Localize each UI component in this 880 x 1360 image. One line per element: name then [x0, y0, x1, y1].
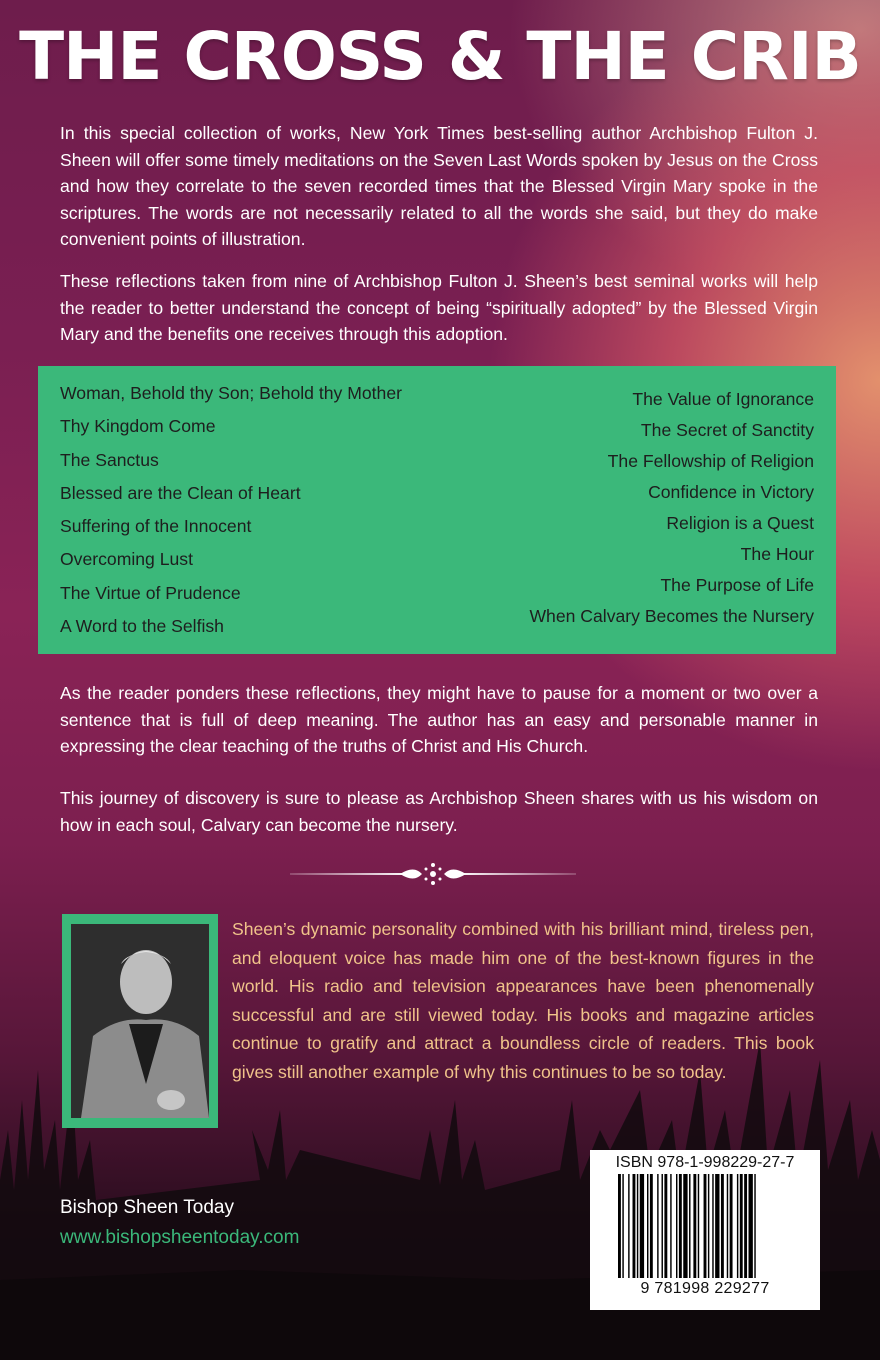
contents-item: The Value of Ignorance — [632, 389, 814, 409]
barcode-icon — [618, 1174, 794, 1278]
contents-item: Confidence in Victory — [648, 482, 814, 502]
body-paragraph-3: As the reader ponders these reflections, they might have to pause for a moment or two over a sentence that is full of deep meaning. The author has an easy and personable manner in expressing the clear teaching of the truths of Christ and His Church. — [60, 683, 818, 756]
barcode-box — [590, 1150, 820, 1310]
contents-item: The Sanctus — [60, 449, 159, 470]
contents-item: Woman, Behold thy Son; Behold thy Mother — [60, 383, 402, 403]
footer-publisher-name: Bishop Sheen Today — [60, 1197, 234, 1218]
contents-box — [38, 366, 836, 654]
footer-website-link[interactable]: www.bishopsheentoday.com — [60, 1227, 300, 1248]
contents-item: The Purpose of Life — [660, 575, 814, 595]
body-paragraph-4: This journey of discovery is sure to please as Archbishop Sheen shares with us his wisdom on how in each soul, Calvary can become the nursery. — [60, 788, 818, 835]
portrait-icon — [71, 924, 209, 1118]
contents-item: Thy Kingdom Come — [60, 416, 216, 437]
contents-item: The Fellowship of Religion — [607, 451, 814, 471]
contents-item: The Hour — [740, 544, 814, 564]
contents-item: The Secret of Sanctity — [640, 420, 814, 440]
contents-item: Suffering of the Innocent — [60, 516, 252, 537]
isbn-label: ISBN 978-1-998229-27-7 — [615, 1154, 795, 1171]
isbn-digits: 9 781998 229277 — [640, 1280, 770, 1297]
author-photo — [71, 924, 209, 1118]
intro-paragraph-1: In this special collection of works, New York Times best-selling author Archbishop Fulton J. Sheen will offer some timely meditations on the Seven Last Words spoken by Jesus on the Cross and how they correlate to the seven recorded times that the Blessed Virgin Mary spoke in the scriptures. The words are not necessarily related to all the words she said, but they do make convenient points of illustration. — [60, 123, 818, 249]
contents-item: A Word to the Selfish — [60, 616, 224, 637]
contents-item: Overcoming Lust — [60, 549, 193, 570]
intro-paragraph-2: These reflections taken from nine of Archbishop Fulton J. Sheen’s best seminal works will help the reader to better understand the concept of being “spiritually adopted” by the Blessed Virgin Mary and the benefits one receives through this adoption. — [60, 271, 818, 344]
contents-item: Blessed are the Clean of Heart — [60, 482, 301, 503]
contents-list-right — [529, 386, 814, 634]
contents-item: When Calvary Becomes the Nursery — [529, 606, 814, 626]
contents-list-left — [60, 380, 402, 646]
ornament-divider-icon — [290, 860, 576, 888]
contents-item: Religion is a Quest — [666, 513, 814, 533]
author-photo-frame — [62, 914, 218, 1128]
contents-item: The Virtue of Prudence — [60, 582, 241, 603]
book-title: THE CROSS & THE CRIB — [19, 18, 861, 95]
author-bio: Sheen’s dynamic personality combined with his brilliant mind, tireless pen, and eloquent voice has made him one of the best-known figures in the world. His radio and television appearances have been phenomenally successful and are still viewed today. His books and magazine articles continue to gratify and attract a boundless circle of readers. This book gives still another example of why this continues to be so today. — [232, 919, 814, 1082]
